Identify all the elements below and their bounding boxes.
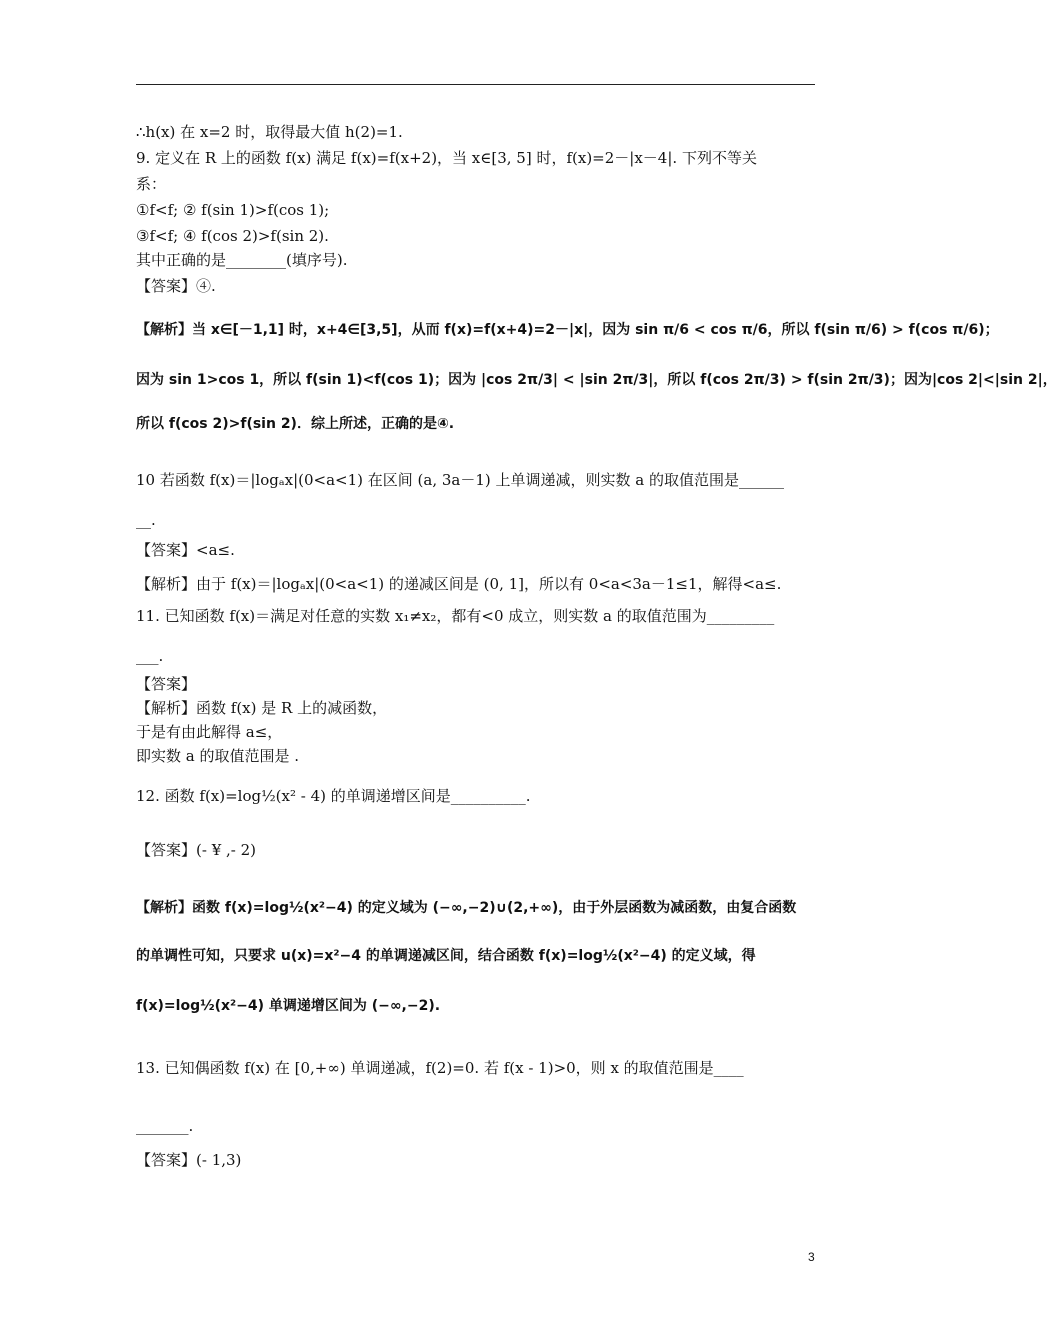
- text-line-1: ∴h(x) 在 x=2 时，取得最大值 h(2)=1.: [136, 123, 403, 141]
- text-line-7: 【答案】④.: [136, 277, 216, 295]
- text-line-8: 【解析】当 x∈[－1,1] 时，x+4∈[3,5]，从而 f(x)=f(x+4)=2－|x|，因为 sin π/6 < cos π/6，所以 f(sin π/6) > f(cos π/6)；: [136, 322, 999, 338]
- text-line-4: ①f<f; ② f(sin 1)>f(cos 1);: [136, 201, 330, 219]
- text-line-19: 于是有由此解得 a≤，: [136, 723, 283, 741]
- text-line-27: _______.: [136, 1117, 194, 1135]
- text-line-23: 【解析】函数 f(x)=log½(x²−4) 的定义域为 (−∞,−2)∪(2,+∞)，由于外层函数为减函数，由复合函数: [136, 900, 797, 916]
- text-line-22: 【答案】(- ¥ ,- 2): [136, 841, 257, 859]
- text-line-21: 12. 函数 f(x)=log½(x² - 4) 的单调递增区间是__________.: [136, 787, 531, 805]
- text-line-10: 所以 f(cos 2)>f(sin 2)．综上所述，正确的是④.: [136, 416, 455, 432]
- text-line-15: 11. 已知函数 f(x)＝满足对任意的实数 x₁≠x₂，都有<0 成立，则实数 a 的取值范围为_________: [136, 607, 775, 625]
- text-line-3: 系：: [136, 175, 167, 193]
- text-line-17: 【答案】: [136, 675, 197, 693]
- text-line-9: 因为 sin 1>cos 1，所以 f(sin 1)<f(cos 1)；因为 |cos 2π/3| < |sin 2π/3|，所以 f(cos 2π/3) > f(sin 2π/3)；因为|cos 2|<|sin 2|，: [136, 372, 1057, 388]
- text-line-6: 其中正确的是________(填序号).: [136, 251, 348, 269]
- text-line-13: 【答案】<a≤.: [136, 541, 235, 559]
- header-rule: [136, 84, 815, 85]
- text-line-26: 13. 已知偶函数 f(x) 在 [0,+∞) 单调递减，f(2)=0. 若 f(x - 1)>0，则 x 的取值范围是____: [136, 1059, 744, 1077]
- text-line-20: 即实数 a 的取值范围是 .: [136, 747, 300, 765]
- page-number: 3: [808, 1250, 815, 1264]
- text-line-14: 【解析】由于 f(x)＝|logₐx|(0<a<1) 的递减区间是 (0, 1]，所以有 0<a<3a－1≤1，解得<a≤.: [136, 575, 782, 593]
- text-line-12: __.: [136, 511, 156, 529]
- text-line-25: f(x)=log½(x²−4) 单调递增区间为 (−∞,−2).: [136, 998, 441, 1014]
- text-line-16: ___.: [136, 647, 164, 665]
- text-line-18: 【解析】函数 f(x) 是 R 上的减函数，: [136, 699, 388, 717]
- text-line-2: 9. 定义在 R 上的函数 f(x) 满足 f(x)=f(x+2)，当 x∈[3, 5] 时，f(x)=2－|x－4|. 下列不等关: [136, 149, 757, 167]
- text-line-11: 10 若函数 f(x)＝|logₐx|(0<a<1) 在区间 (a, 3a－1) 上单调递减，则实数 a 的取值范围是______: [136, 471, 784, 489]
- text-line-28: 【答案】(- 1,3): [136, 1151, 242, 1169]
- text-line-24: 的单调性可知，只要求 u(x)=x²−4 的单调递减区间，结合函数 f(x)=log½(x²−4) 的定义域，得: [136, 948, 756, 964]
- text-line-5: ③f<f; ④ f(cos 2)>f(sin 2).: [136, 227, 329, 245]
